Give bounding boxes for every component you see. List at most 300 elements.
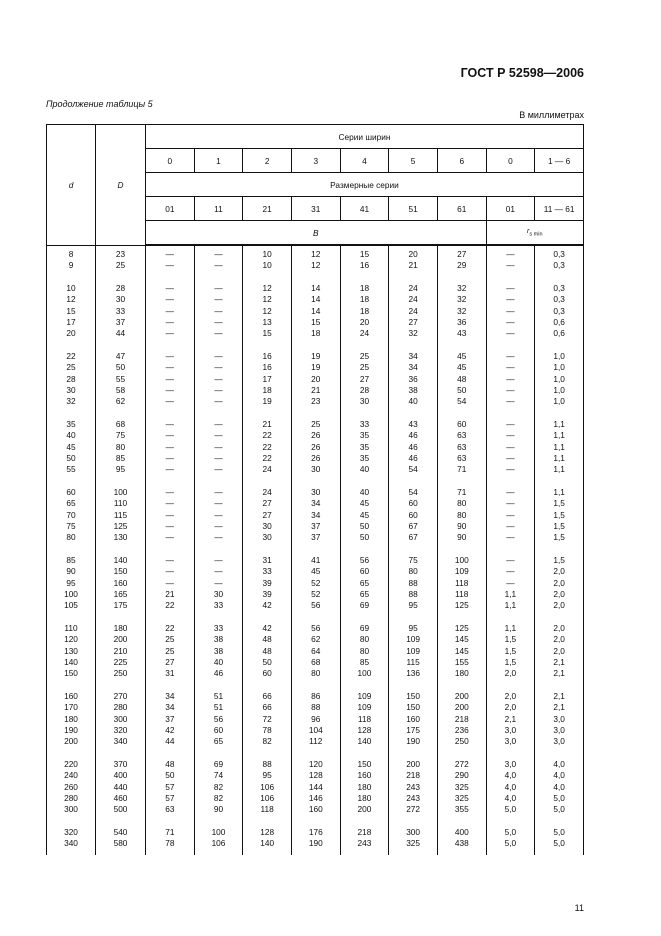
table-cell: 30 — [47, 385, 96, 396]
table-cell: 37 — [291, 532, 340, 543]
table-cell: 118 — [340, 714, 389, 725]
table-cell: 175 — [96, 600, 146, 611]
table-cell: 27 — [437, 249, 486, 260]
table-cell: 47 — [96, 351, 146, 362]
table-cell: — — [194, 487, 243, 498]
table-cell: 180 — [340, 782, 389, 793]
table-cell: — — [194, 317, 243, 328]
table-body — [47, 245, 584, 855]
table-cell: 33 — [340, 419, 389, 430]
table-cell: 200 — [96, 634, 146, 645]
table-cell: 240 — [47, 770, 96, 781]
table-cell: 18 — [340, 283, 389, 294]
table-cell: 33 — [194, 623, 243, 634]
table-cell: 272 — [389, 804, 438, 815]
table-cell: 75 — [47, 521, 96, 532]
table-cell: 80 — [340, 646, 389, 657]
spacer-cell — [96, 850, 146, 855]
table-row — [47, 759, 584, 770]
spacer-cell — [437, 272, 486, 284]
table-cell: 100 — [437, 555, 486, 566]
table-cell: 26 — [291, 430, 340, 441]
table-cell: 55 — [47, 464, 96, 475]
table-cell: 72 — [243, 714, 292, 725]
table-cell: — — [486, 566, 535, 577]
spacer-cell — [535, 476, 584, 488]
table-cell: 29 — [437, 260, 486, 271]
table-cell: 500 — [96, 804, 146, 815]
table-cell: — — [486, 294, 535, 305]
table-cell: 105 — [47, 600, 96, 611]
table-cell: 190 — [291, 838, 340, 849]
table-cell: 22 — [243, 453, 292, 464]
table-row — [47, 578, 584, 589]
table-row — [47, 725, 584, 736]
table-cell: 340 — [96, 736, 146, 747]
spacer-cell — [437, 544, 486, 556]
spacer-cell — [535, 408, 584, 420]
table-cell: 55 — [96, 374, 146, 385]
table-cell: 280 — [47, 793, 96, 804]
table-cell: 9 — [47, 260, 96, 271]
table-cell: 400 — [437, 827, 486, 838]
table-cell: 22 — [243, 442, 292, 453]
table-cell: 42 — [243, 600, 292, 611]
table-row — [47, 657, 584, 668]
table-cell: — — [146, 521, 195, 532]
width-series-cell: 2 — [243, 149, 292, 173]
table-cell: 50 — [243, 657, 292, 668]
table-cell: 24 — [389, 283, 438, 294]
table-cell: — — [194, 521, 243, 532]
table-cell: 24 — [389, 294, 438, 305]
table-cell: 60 — [389, 498, 438, 509]
table-cell: 400 — [96, 770, 146, 781]
table-cell: 24 — [243, 464, 292, 475]
table-cell: 200 — [340, 804, 389, 815]
table-cell: 115 — [389, 657, 438, 668]
table-cell: 146 — [291, 793, 340, 804]
table-cell: 35 — [340, 442, 389, 453]
table-cell: 106 — [243, 782, 292, 793]
spacer-cell — [194, 680, 243, 692]
spacer-cell — [96, 476, 146, 488]
table-cell: — — [194, 351, 243, 362]
table-cell: 150 — [389, 691, 438, 702]
spacer-cell — [486, 272, 535, 284]
table-row — [47, 487, 584, 498]
table-cell: 300 — [389, 827, 438, 838]
table-cell: 370 — [96, 759, 146, 770]
table-cell: 52 — [291, 578, 340, 589]
table-cell: 17 — [47, 317, 96, 328]
table-cell: 63 — [437, 442, 486, 453]
table-cell: 66 — [243, 702, 292, 713]
spacer-cell — [437, 815, 486, 827]
table-cell: — — [486, 578, 535, 589]
table-cell: 51 — [194, 691, 243, 702]
spacer-cell — [535, 544, 584, 556]
spacer-cell — [389, 680, 438, 692]
table-cell: 2,0 — [535, 589, 584, 600]
table-row — [47, 804, 584, 815]
units-note: В миллиметрах — [519, 110, 584, 120]
table-cell: 42 — [243, 623, 292, 634]
table-row — [47, 362, 584, 373]
group-spacer — [47, 612, 584, 624]
table-cell: 80 — [340, 634, 389, 645]
table-cell: — — [146, 306, 195, 317]
table-cell: 22 — [47, 351, 96, 362]
table-cell: 14 — [291, 283, 340, 294]
width-series-cell: 6 — [437, 149, 486, 173]
spacer-cell — [47, 850, 96, 855]
table-cell: 48 — [243, 646, 292, 657]
table-cell: 12 — [243, 294, 292, 305]
table-cell: — — [486, 453, 535, 464]
spacer-cell — [340, 544, 389, 556]
table-cell: 3,0 — [535, 725, 584, 736]
spacer-cell — [243, 544, 292, 556]
table-cell: — — [194, 362, 243, 373]
table-cell: 16 — [243, 362, 292, 373]
table-cell: 36 — [389, 374, 438, 385]
spacer-cell — [291, 544, 340, 556]
table-row — [47, 453, 584, 464]
spacer-cell — [291, 747, 340, 759]
table-cell: 34 — [389, 351, 438, 362]
table-cell: 56 — [291, 623, 340, 634]
table-cell: 12 — [291, 260, 340, 271]
table-cell: 4,0 — [486, 770, 535, 781]
table-cell: 24 — [243, 487, 292, 498]
table-cell: 130 — [47, 646, 96, 657]
table-cell: 85 — [340, 657, 389, 668]
spacer-cell — [146, 272, 195, 284]
table-cell: 46 — [389, 442, 438, 453]
table-cell: 1,0 — [535, 351, 584, 362]
table-cell: 210 — [96, 646, 146, 657]
table-cell: 16 — [340, 260, 389, 271]
table-cell: — — [194, 260, 243, 271]
table-cell: 225 — [96, 657, 146, 668]
spacer-cell — [96, 747, 146, 759]
table-cell: 40 — [340, 487, 389, 498]
table-cell: — — [486, 396, 535, 407]
table-row — [47, 623, 584, 634]
spacer-cell — [194, 612, 243, 624]
spacer-cell — [194, 544, 243, 556]
spacer-cell — [194, 340, 243, 352]
table-row — [47, 521, 584, 532]
table-cell: 45 — [437, 351, 486, 362]
table-cell: 1,5 — [535, 555, 584, 566]
spacer-cell — [146, 747, 195, 759]
group-spacer — [47, 680, 584, 692]
table-cell: 325 — [437, 793, 486, 804]
table-cell: 19 — [291, 351, 340, 362]
table-cell: — — [486, 283, 535, 294]
table-row — [47, 827, 584, 838]
group-spacer — [47, 815, 584, 827]
spacer-cell — [96, 612, 146, 624]
header-dimension-series: Размерные серии — [146, 173, 584, 197]
table-cell: 37 — [96, 317, 146, 328]
table-cell: 15 — [291, 317, 340, 328]
table-cell: 25 — [291, 419, 340, 430]
table-cell: 57 — [146, 793, 195, 804]
table-cell: 1,0 — [535, 362, 584, 373]
table-cell: 4,0 — [486, 782, 535, 793]
table-cell: 17 — [243, 374, 292, 385]
table-cell: 1,0 — [535, 396, 584, 407]
table-cell: 50 — [96, 362, 146, 373]
table-row — [47, 510, 584, 521]
table-cell: — — [194, 442, 243, 453]
table-cell: 150 — [389, 702, 438, 713]
spacer-cell — [437, 680, 486, 692]
table-cell: 100 — [340, 668, 389, 679]
table-cell: 3,0 — [535, 714, 584, 725]
table-cell: 23 — [291, 396, 340, 407]
table-cell: — — [194, 532, 243, 543]
table-row — [47, 249, 584, 260]
table-cell: 50 — [146, 770, 195, 781]
table-cell: — — [194, 498, 243, 509]
table-cell: — — [486, 521, 535, 532]
spacer-cell — [389, 476, 438, 488]
table-cell: 85 — [96, 453, 146, 464]
spacer-cell — [146, 408, 195, 420]
spacer-cell — [291, 680, 340, 692]
table-cell: — — [486, 487, 535, 498]
table-cell: 2,0 — [535, 646, 584, 657]
table-cell: — — [486, 442, 535, 453]
table-cell: 280 — [96, 702, 146, 713]
spacer-cell — [486, 815, 535, 827]
table-cell: 32 — [47, 396, 96, 407]
spacer-cell — [194, 476, 243, 488]
table-cell: 44 — [146, 736, 195, 747]
table-cell: 58 — [96, 385, 146, 396]
table-cell: 1,5 — [486, 657, 535, 668]
table-cell: 38 — [389, 385, 438, 396]
table-cell: 10 — [47, 283, 96, 294]
spacer-cell — [437, 476, 486, 488]
table-cell: 218 — [437, 714, 486, 725]
table-cell: 20 — [340, 317, 389, 328]
table-cell: — — [486, 351, 535, 362]
table-cell: 31 — [243, 555, 292, 566]
table-cell: 200 — [47, 736, 96, 747]
table-cell: — — [486, 249, 535, 260]
table-cell: 48 — [437, 374, 486, 385]
table-cell: 128 — [243, 827, 292, 838]
table-cell: 30 — [291, 487, 340, 498]
table-cell: 82 — [194, 782, 243, 793]
spacer-cell — [47, 476, 96, 488]
spacer-cell — [47, 815, 96, 827]
table-cell: — — [194, 578, 243, 589]
spacer-cell — [47, 747, 96, 759]
table-cell: 100 — [96, 487, 146, 498]
table-cell: 0,3 — [535, 249, 584, 260]
table-cell: 50 — [340, 521, 389, 532]
table-cell: 243 — [340, 838, 389, 849]
table-cell: 190 — [389, 736, 438, 747]
table-cell: 25 — [47, 362, 96, 373]
table-cell: 140 — [340, 736, 389, 747]
spacer-cell — [146, 850, 195, 855]
table-cell: 200 — [389, 759, 438, 770]
table-cell: 4,0 — [535, 770, 584, 781]
table-cell: 32 — [437, 294, 486, 305]
table-cell: — — [486, 374, 535, 385]
table-cell: — — [146, 453, 195, 464]
table-row — [47, 634, 584, 645]
table-cell: 60 — [47, 487, 96, 498]
spacer-cell — [146, 680, 195, 692]
spacer-cell — [243, 747, 292, 759]
table-cell: 145 — [437, 646, 486, 657]
table-cell: — — [486, 328, 535, 339]
spacer-cell — [486, 476, 535, 488]
table-cell: 270 — [96, 691, 146, 702]
table-cell: 35 — [340, 453, 389, 464]
table-cell: 130 — [96, 532, 146, 543]
table-row — [47, 294, 584, 305]
table-cell: 118 — [437, 578, 486, 589]
table-cell: 65 — [340, 589, 389, 600]
table-cell: 260 — [47, 782, 96, 793]
table-cell: 67 — [389, 532, 438, 543]
table-cell: 120 — [47, 634, 96, 645]
table-cell: 180 — [340, 793, 389, 804]
table-cell: 34 — [146, 691, 195, 702]
table-cell: 30 — [96, 294, 146, 305]
table-cell: 25 — [340, 351, 389, 362]
table-cell: 19 — [243, 396, 292, 407]
table-cell: 80 — [47, 532, 96, 543]
spacer-cell — [389, 340, 438, 352]
table-cell: 118 — [437, 589, 486, 600]
width-series-cell: 4 — [340, 149, 389, 173]
table-cell: 109 — [340, 691, 389, 702]
spacer-cell — [389, 544, 438, 556]
table-cell: 3,0 — [535, 736, 584, 747]
table-cell: 140 — [47, 657, 96, 668]
spacer-cell — [486, 544, 535, 556]
table-cell: — — [486, 306, 535, 317]
bearing-dimensions-table — [46, 124, 584, 855]
table-cell: 80 — [291, 668, 340, 679]
table-cell: — — [146, 249, 195, 260]
spacer-cell — [535, 747, 584, 759]
table-row — [47, 532, 584, 543]
table-cell: 150 — [96, 566, 146, 577]
table-cell: 24 — [340, 328, 389, 339]
table-row — [47, 328, 584, 339]
table-cell: 82 — [243, 736, 292, 747]
table-cell: 2,0 — [535, 600, 584, 611]
table-cell: 1,5 — [535, 498, 584, 509]
group-spacer — [47, 272, 584, 284]
table-row — [47, 668, 584, 679]
spacer-cell — [340, 612, 389, 624]
table-cell: 1,1 — [535, 430, 584, 441]
table-cell: 580 — [96, 838, 146, 849]
group-spacer — [47, 408, 584, 420]
table-cell: 30 — [243, 521, 292, 532]
table-cell: — — [194, 555, 243, 566]
table-cell: 128 — [291, 770, 340, 781]
spacer-cell — [243, 340, 292, 352]
spacer-cell — [96, 272, 146, 284]
table-cell: 46 — [194, 668, 243, 679]
spacer-cell — [340, 815, 389, 827]
spacer-cell — [535, 680, 584, 692]
table-cell: 95 — [243, 770, 292, 781]
table-cell: 90 — [194, 804, 243, 815]
table-cell: — — [146, 578, 195, 589]
table-cell: — — [194, 374, 243, 385]
group-spacer — [47, 476, 584, 488]
table-cell: 45 — [437, 362, 486, 373]
table-cell: 2,1 — [535, 657, 584, 668]
table-cell: 63 — [437, 453, 486, 464]
table-cell: — — [146, 487, 195, 498]
table-cell: 14 — [291, 306, 340, 317]
table-cell: 71 — [437, 464, 486, 475]
table-cell: 155 — [437, 657, 486, 668]
spacer-cell — [437, 747, 486, 759]
spacer-cell — [243, 680, 292, 692]
table-row — [47, 770, 584, 781]
spacer-cell — [291, 272, 340, 284]
width-series-cell: 0 — [486, 149, 535, 173]
spacer-cell — [243, 476, 292, 488]
table-cell: — — [486, 419, 535, 430]
table-cell: 2,0 — [486, 691, 535, 702]
spacer-cell — [96, 544, 146, 556]
dimension-series-cell: 61 — [437, 197, 486, 221]
table-cell: — — [486, 317, 535, 328]
table-cell: 4,0 — [535, 759, 584, 770]
table-cell: 39 — [243, 589, 292, 600]
table-cell: 18 — [340, 294, 389, 305]
table-cell: 86 — [291, 691, 340, 702]
table-cell: 27 — [340, 374, 389, 385]
table-cell: 34 — [389, 362, 438, 373]
table-cell: 160 — [340, 770, 389, 781]
table-cell: 325 — [389, 838, 438, 849]
table-cell: 175 — [389, 725, 438, 736]
table-cell: 45 — [47, 442, 96, 453]
table-cell: 2,0 — [535, 566, 584, 577]
table-cell: 20 — [291, 374, 340, 385]
spacer-cell — [486, 680, 535, 692]
r-subscript: s min — [529, 231, 543, 238]
table-cell: — — [194, 294, 243, 305]
width-series-cell: 3 — [291, 149, 340, 173]
table-cell: 2,0 — [535, 623, 584, 634]
table-cell: 100 — [47, 589, 96, 600]
table-cell: 104 — [291, 725, 340, 736]
table-cell: 243 — [389, 782, 438, 793]
table-cell: 109 — [437, 566, 486, 577]
dimension-series-cell: 31 — [291, 197, 340, 221]
table-cell: 44 — [96, 328, 146, 339]
